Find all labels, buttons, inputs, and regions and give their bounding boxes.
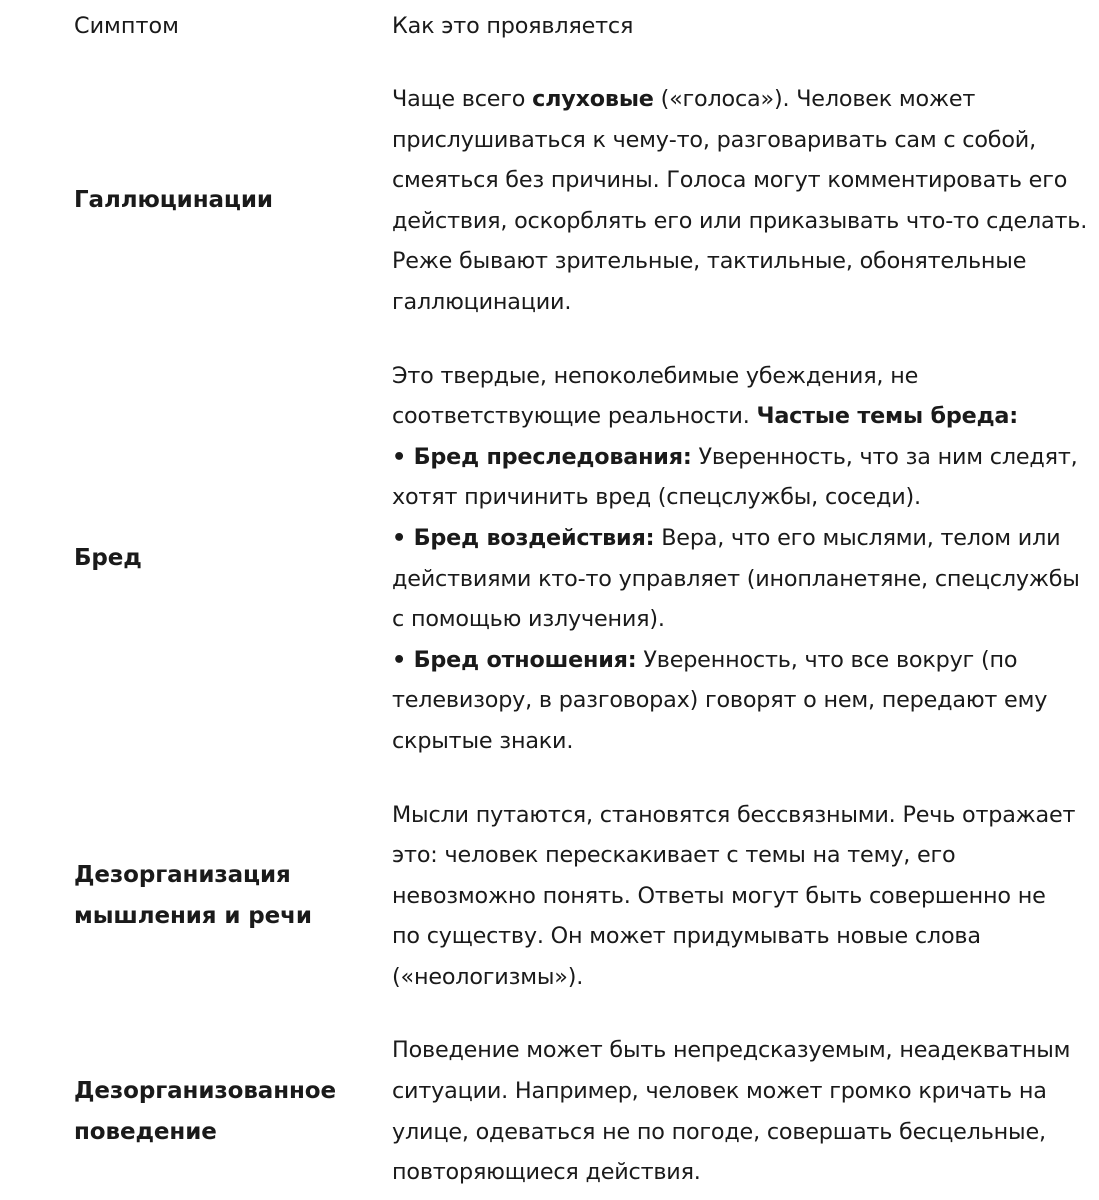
description-bold-text: • Бред воздействия: <box>392 524 655 551</box>
description-text: это: человек перескакивает с темы на тему, его <box>392 842 956 869</box>
description-bold-text: • Бред преследования: <box>392 443 692 470</box>
description-line <box>392 599 1084 640</box>
description-text: («неологизмы»). <box>392 963 584 990</box>
table-body <box>74 79 1088 1193</box>
description-text: Вера, что его мыслями, телом или <box>654 524 1061 551</box>
description-text: невозможно понять. Ответы могут быть совершенно не <box>392 882 1046 909</box>
symptom-name-line: Дезорганизация <box>74 861 291 888</box>
description-line <box>392 876 1084 917</box>
symptom-name <box>74 1071 392 1153</box>
description-line <box>392 396 1084 437</box>
description-text: по существу. Он может придумывать новые слова <box>392 923 981 950</box>
symptoms-table <box>74 6 1088 1193</box>
table-row <box>74 1030 1084 1192</box>
symptom-name-line: Бред <box>74 545 142 572</box>
description-text: Мысли путаются, становятся бессвязными. Речь отражает <box>392 801 1076 828</box>
description-line <box>392 356 1084 397</box>
symptom-description <box>392 1030 1084 1192</box>
description-line <box>392 160 1087 201</box>
table-row <box>74 795 1084 998</box>
description-text: с помощью излучения). <box>392 606 665 633</box>
table-row <box>74 79 1088 323</box>
description-line <box>392 1030 1084 1071</box>
description-bold-text: • Бред отношения: <box>392 646 637 673</box>
description-text: действиями кто-то управляет (инопланетяне, спецслужбы <box>392 565 1080 592</box>
symptom-name-line: Галлюцинации <box>74 187 273 214</box>
description-line <box>392 680 1084 721</box>
description-line <box>392 1112 1084 1153</box>
description-line <box>392 1152 1084 1193</box>
description-bold-text: слуховые <box>532 86 654 112</box>
table-header-row <box>74 6 1084 46</box>
symptom-name-line: мышления и речи <box>74 902 312 929</box>
description-text: телевизору, в разговорах) говорят о нем, передают ему <box>392 687 1048 714</box>
symptom-description <box>392 79 1087 323</box>
description-text: Уверенность, что за ним следят, <box>691 443 1078 470</box>
description-line <box>392 437 1084 478</box>
description-text: повторяющиеся действия. <box>392 1159 701 1186</box>
description-text: скрытые знаки. <box>392 727 574 754</box>
description-line <box>392 477 1084 518</box>
description-text: хотят причинить вред (спецслужбы, соседи). <box>392 484 921 511</box>
description-line <box>392 79 1087 120</box>
description-text: Уверенность, что все вокруг (по <box>636 646 1018 673</box>
description-line <box>392 916 1084 957</box>
table-row <box>74 356 1084 762</box>
header-symptom: Симптом <box>74 13 179 39</box>
symptom-name-line: Дезорганизованное <box>74 1077 336 1104</box>
description-text: Чаще всего <box>392 86 533 112</box>
description-line <box>392 957 1084 998</box>
description-line <box>392 241 1087 282</box>
symptom-name <box>74 180 392 221</box>
description-line <box>392 835 1084 876</box>
symptom-description <box>392 356 1084 762</box>
description-text: («голоса»). Человек может <box>653 86 976 112</box>
description-line <box>392 1071 1084 1112</box>
symptom-name-line: поведение <box>74 1118 217 1145</box>
description-text: Реже бывают зрительные, тактильные, обонятельные <box>392 248 1027 275</box>
description-text: Поведение может быть непредсказуемым, неадекватным <box>392 1037 1071 1064</box>
description-text: улице, одеваться не по погоде, совершать бесцельные, <box>392 1118 1046 1145</box>
description-text: галлюцинации. <box>392 288 572 315</box>
description-text: ситуации. Например, человек может громко кричать на <box>392 1078 1047 1105</box>
description-line <box>392 518 1084 559</box>
description-line <box>392 120 1087 161</box>
description-line <box>392 640 1084 681</box>
description-line <box>392 559 1084 600</box>
description-line <box>392 795 1084 836</box>
symptom-description <box>392 795 1084 998</box>
description-line <box>392 721 1084 762</box>
description-text: смеяться без причины. Голоса могут комментировать его <box>392 167 1068 194</box>
description-line <box>392 282 1087 323</box>
description-bold-text: Частые темы бреда: <box>756 403 1018 430</box>
description-text: прислушиваться к чему-то, разговаривать сам с собой, <box>392 126 1036 153</box>
description-text: соответствующие реальности. <box>392 403 757 430</box>
description-text: Это твердые, непоколебимые убеждения, не <box>392 362 919 389</box>
description-text: действия, оскорблять его или приказывать что-то сделать. <box>392 207 1088 234</box>
header-description: Как это проявляется <box>392 13 634 39</box>
symptom-name <box>74 538 392 579</box>
symptom-name <box>74 855 392 937</box>
description-line <box>392 201 1087 242</box>
